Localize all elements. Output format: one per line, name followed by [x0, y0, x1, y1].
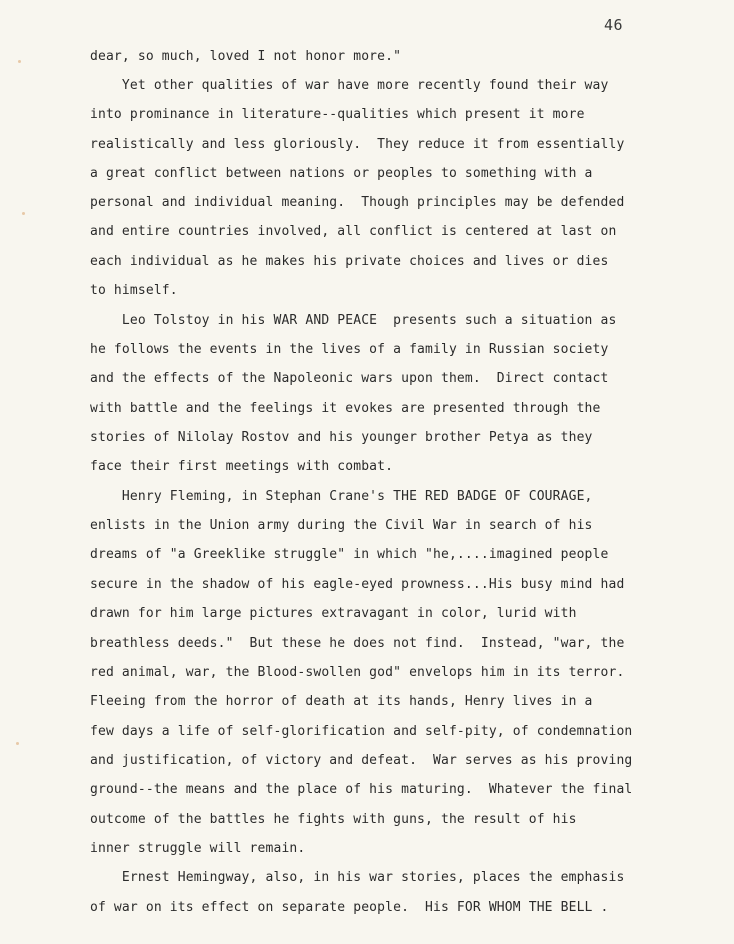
text-line: of war on its effect on separate people. His FOR WHOM THE BELL .	[90, 900, 609, 915]
paper-speck	[22, 212, 25, 215]
text-line: into prominance in literature--qualities which present it more	[90, 107, 585, 122]
text-line: face their first meetings with combat.	[90, 459, 394, 474]
text-line: each individual as he makes his private choices and lives or dies	[90, 254, 609, 269]
text-line: personal and individual meaning. Though principles may be defended	[90, 195, 625, 210]
text-line: Yet other qualities of war have more recently found their way	[90, 78, 609, 93]
text-line: and entire countries involved, all conflict is centered at last on	[90, 224, 617, 239]
text-line: Fleeing from the horror of death at its hands, Henry lives in a	[90, 694, 593, 709]
text-line: outcome of the battles he fights with guns, the result of his	[90, 812, 577, 827]
text-line: Leo Tolstoy in his WAR AND PEACE presents such a situation as	[90, 313, 617, 328]
text-line: Ernest Hemingway, also, in his war stories, places the emphasis	[90, 870, 625, 885]
text-line: few days a life of self-glorification and self-pity, of condemnation	[90, 724, 633, 739]
text-line: dear, so much, loved I not honor more."	[90, 49, 402, 64]
text-line: breathless deeds." But these he does not find. Instead, "war, the	[90, 636, 625, 651]
text-line: realistically and less gloriously. They reduce it from essentially	[90, 137, 625, 152]
text-line: to himself.	[90, 283, 178, 298]
text-line: enlists in the Union army during the Civil War in search of his	[90, 518, 593, 533]
paper-speck	[16, 742, 19, 745]
text-line: drawn for him large pictures extravagant in color, lurid with	[90, 606, 577, 621]
paper-speck	[18, 60, 21, 63]
text-line: Henry Fleming, in Stephan Crane's THE RED BADGE OF COURAGE,	[90, 489, 593, 504]
text-line: inner struggle will remain.	[90, 841, 306, 856]
text-line: a great conflict between nations or peoples to something with a	[90, 166, 593, 181]
text-line: ground--the means and the place of his maturing. Whatever the final	[90, 782, 633, 797]
text-line: and justification, of victory and defeat. War serves as his proving	[90, 753, 633, 768]
text-line: and the effects of the Napoleonic wars upon them. Direct contact	[90, 371, 609, 386]
bleed-through-decoration	[540, 14, 660, 28]
text-line: dreams of "a Greeklike struggle" in which "he,....imagined people	[90, 547, 609, 562]
text-line: with battle and the feelings it evokes are presented through the	[90, 401, 601, 416]
page-number: 46	[604, 16, 624, 34]
text-line: he follows the events in the lives of a family in Russian society	[90, 342, 609, 357]
text-line: secure in the shadow of his eagle-eyed prowness...His busy mind had	[90, 577, 625, 592]
text-line: red animal, war, the Blood-swollen god" envelops him in its terror.	[90, 665, 625, 680]
text-line: stories of Nilolay Rostov and his younger brother Petya as they	[90, 430, 593, 445]
